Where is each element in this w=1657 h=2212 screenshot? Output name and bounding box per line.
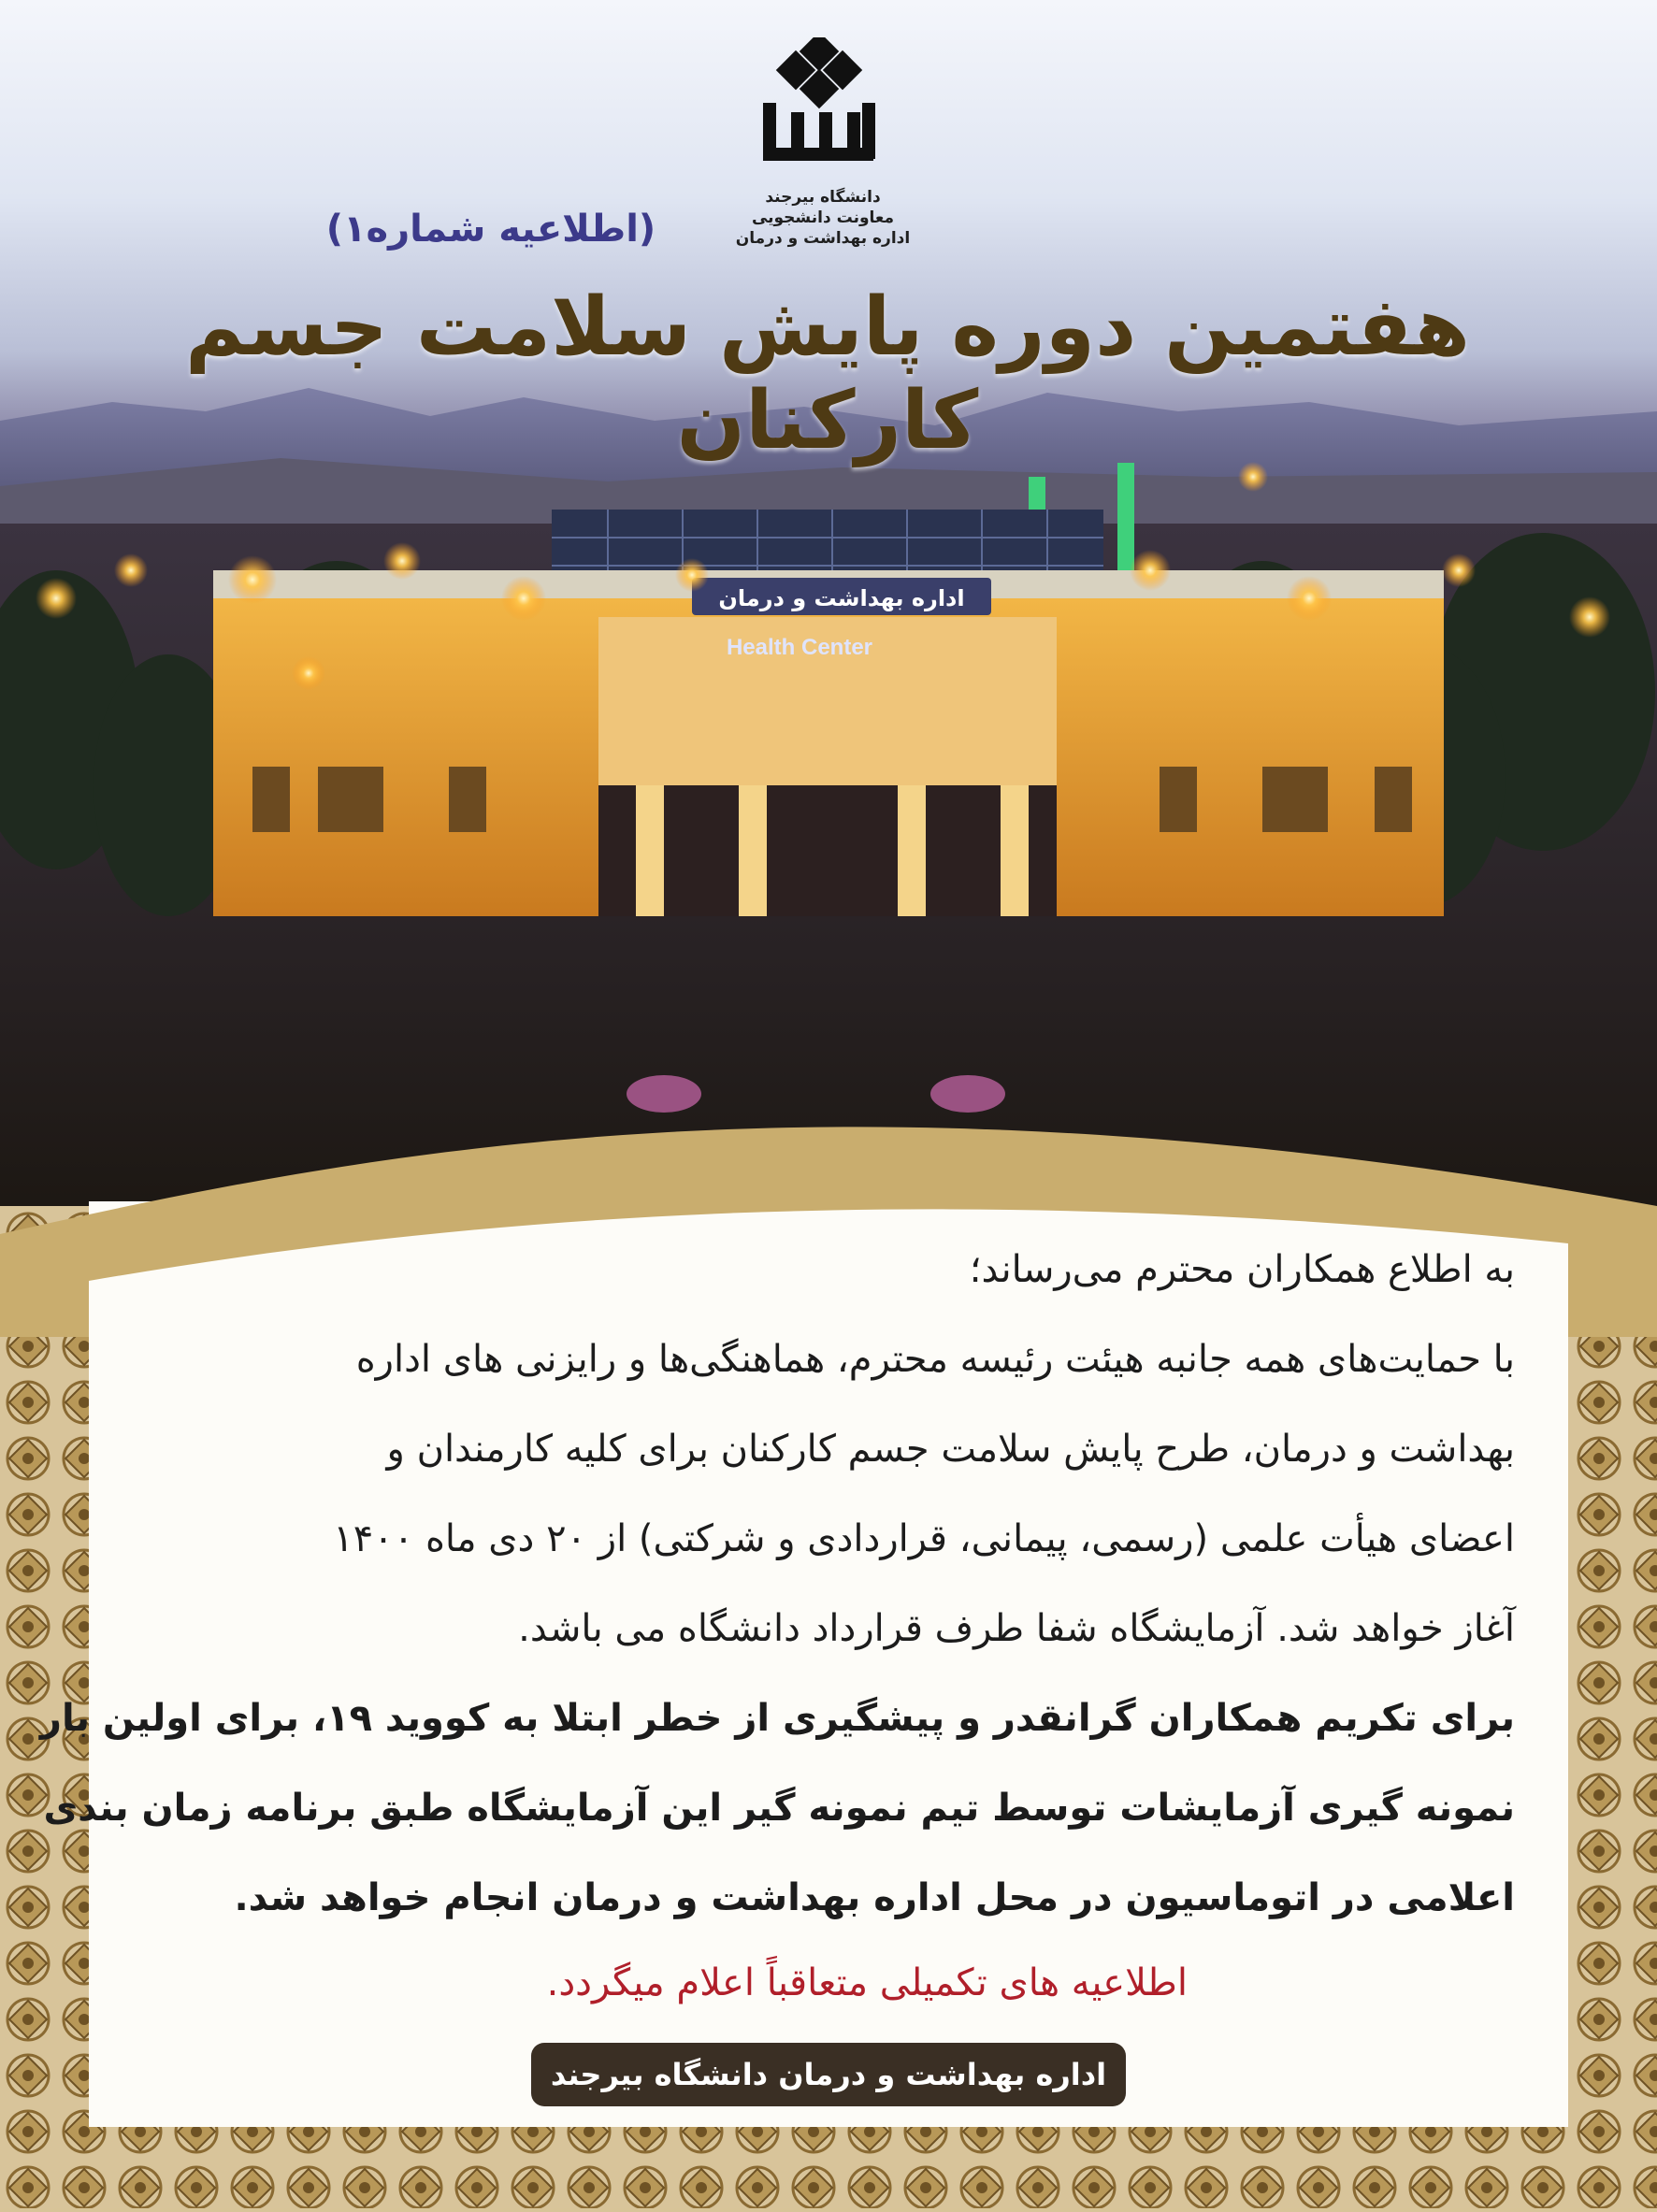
page-title: هفتمین دوره پایش سلامت جسم کارکنان bbox=[185, 280, 1470, 467]
paragraph2-line1: برای تکریم همکاران گرانقدر و پیشگیری از خطر ابتلا به کووید ۱۹، برای اولین بار bbox=[39, 1697, 1515, 1740]
logo-line-office: اداره بهداشت و درمان bbox=[735, 229, 911, 248]
paragraph1-line2: بهداشت و درمان، طرح پایش سلامت جسم کارکنان برای کلیه کارمندان و bbox=[386, 1428, 1515, 1471]
logo-line-deputy: معاونت دانشجویی bbox=[751, 208, 895, 227]
greeting-line: به اطلاع همکاران محترم می‌رساند؛ bbox=[969, 1248, 1515, 1291]
footer-label: اداره بهداشت و درمان دانشگاه بیرجند bbox=[531, 2043, 1126, 2106]
announcement-body bbox=[39, 1225, 1515, 1943]
logo-caption bbox=[729, 187, 916, 249]
paragraph2-line3: اعلامی در اتوماسیون در محل اداره بهداشت و درمان انجام خواهد شد. bbox=[234, 1876, 1515, 1919]
announcement-number: (اطلاعیه شماره۱) bbox=[325, 208, 656, 251]
sign-persian: اداره بهداشت و درمان bbox=[718, 585, 965, 611]
paragraph1-line3: اعضای هیأت علمی (رسمی، پیمانی، قراردادی و شرکتی) از ۲۰ دی ماه ۱۴۰۰ bbox=[333, 1517, 1515, 1560]
sign-english: Health Center bbox=[726, 635, 873, 660]
logo-line-university: دانشگاه بیرجند bbox=[765, 188, 881, 207]
university-logo-icon bbox=[754, 37, 885, 168]
paragraph1-line1: با حمایت‌های همه جانبه هیئت رئیسه محترم، هماهنگی‌ها و رایزنی های اداره bbox=[355, 1338, 1515, 1381]
university-logo bbox=[754, 37, 885, 168]
paragraph2-line2: نمونه گیری آزمایشات توسط تیم نمونه گیر این آزمایشگاه طبق برنامه زمان بندی bbox=[43, 1787, 1515, 1830]
supplementary-note: اطلاعیه های تکمیلی متعاقباً اعلام میگردد. bbox=[546, 1961, 1188, 2004]
paragraph1-line4: آغاز خواهد شد. آزمایشگاه شفا طرف قرارداد دانشگاه می باشد. bbox=[518, 1607, 1515, 1650]
